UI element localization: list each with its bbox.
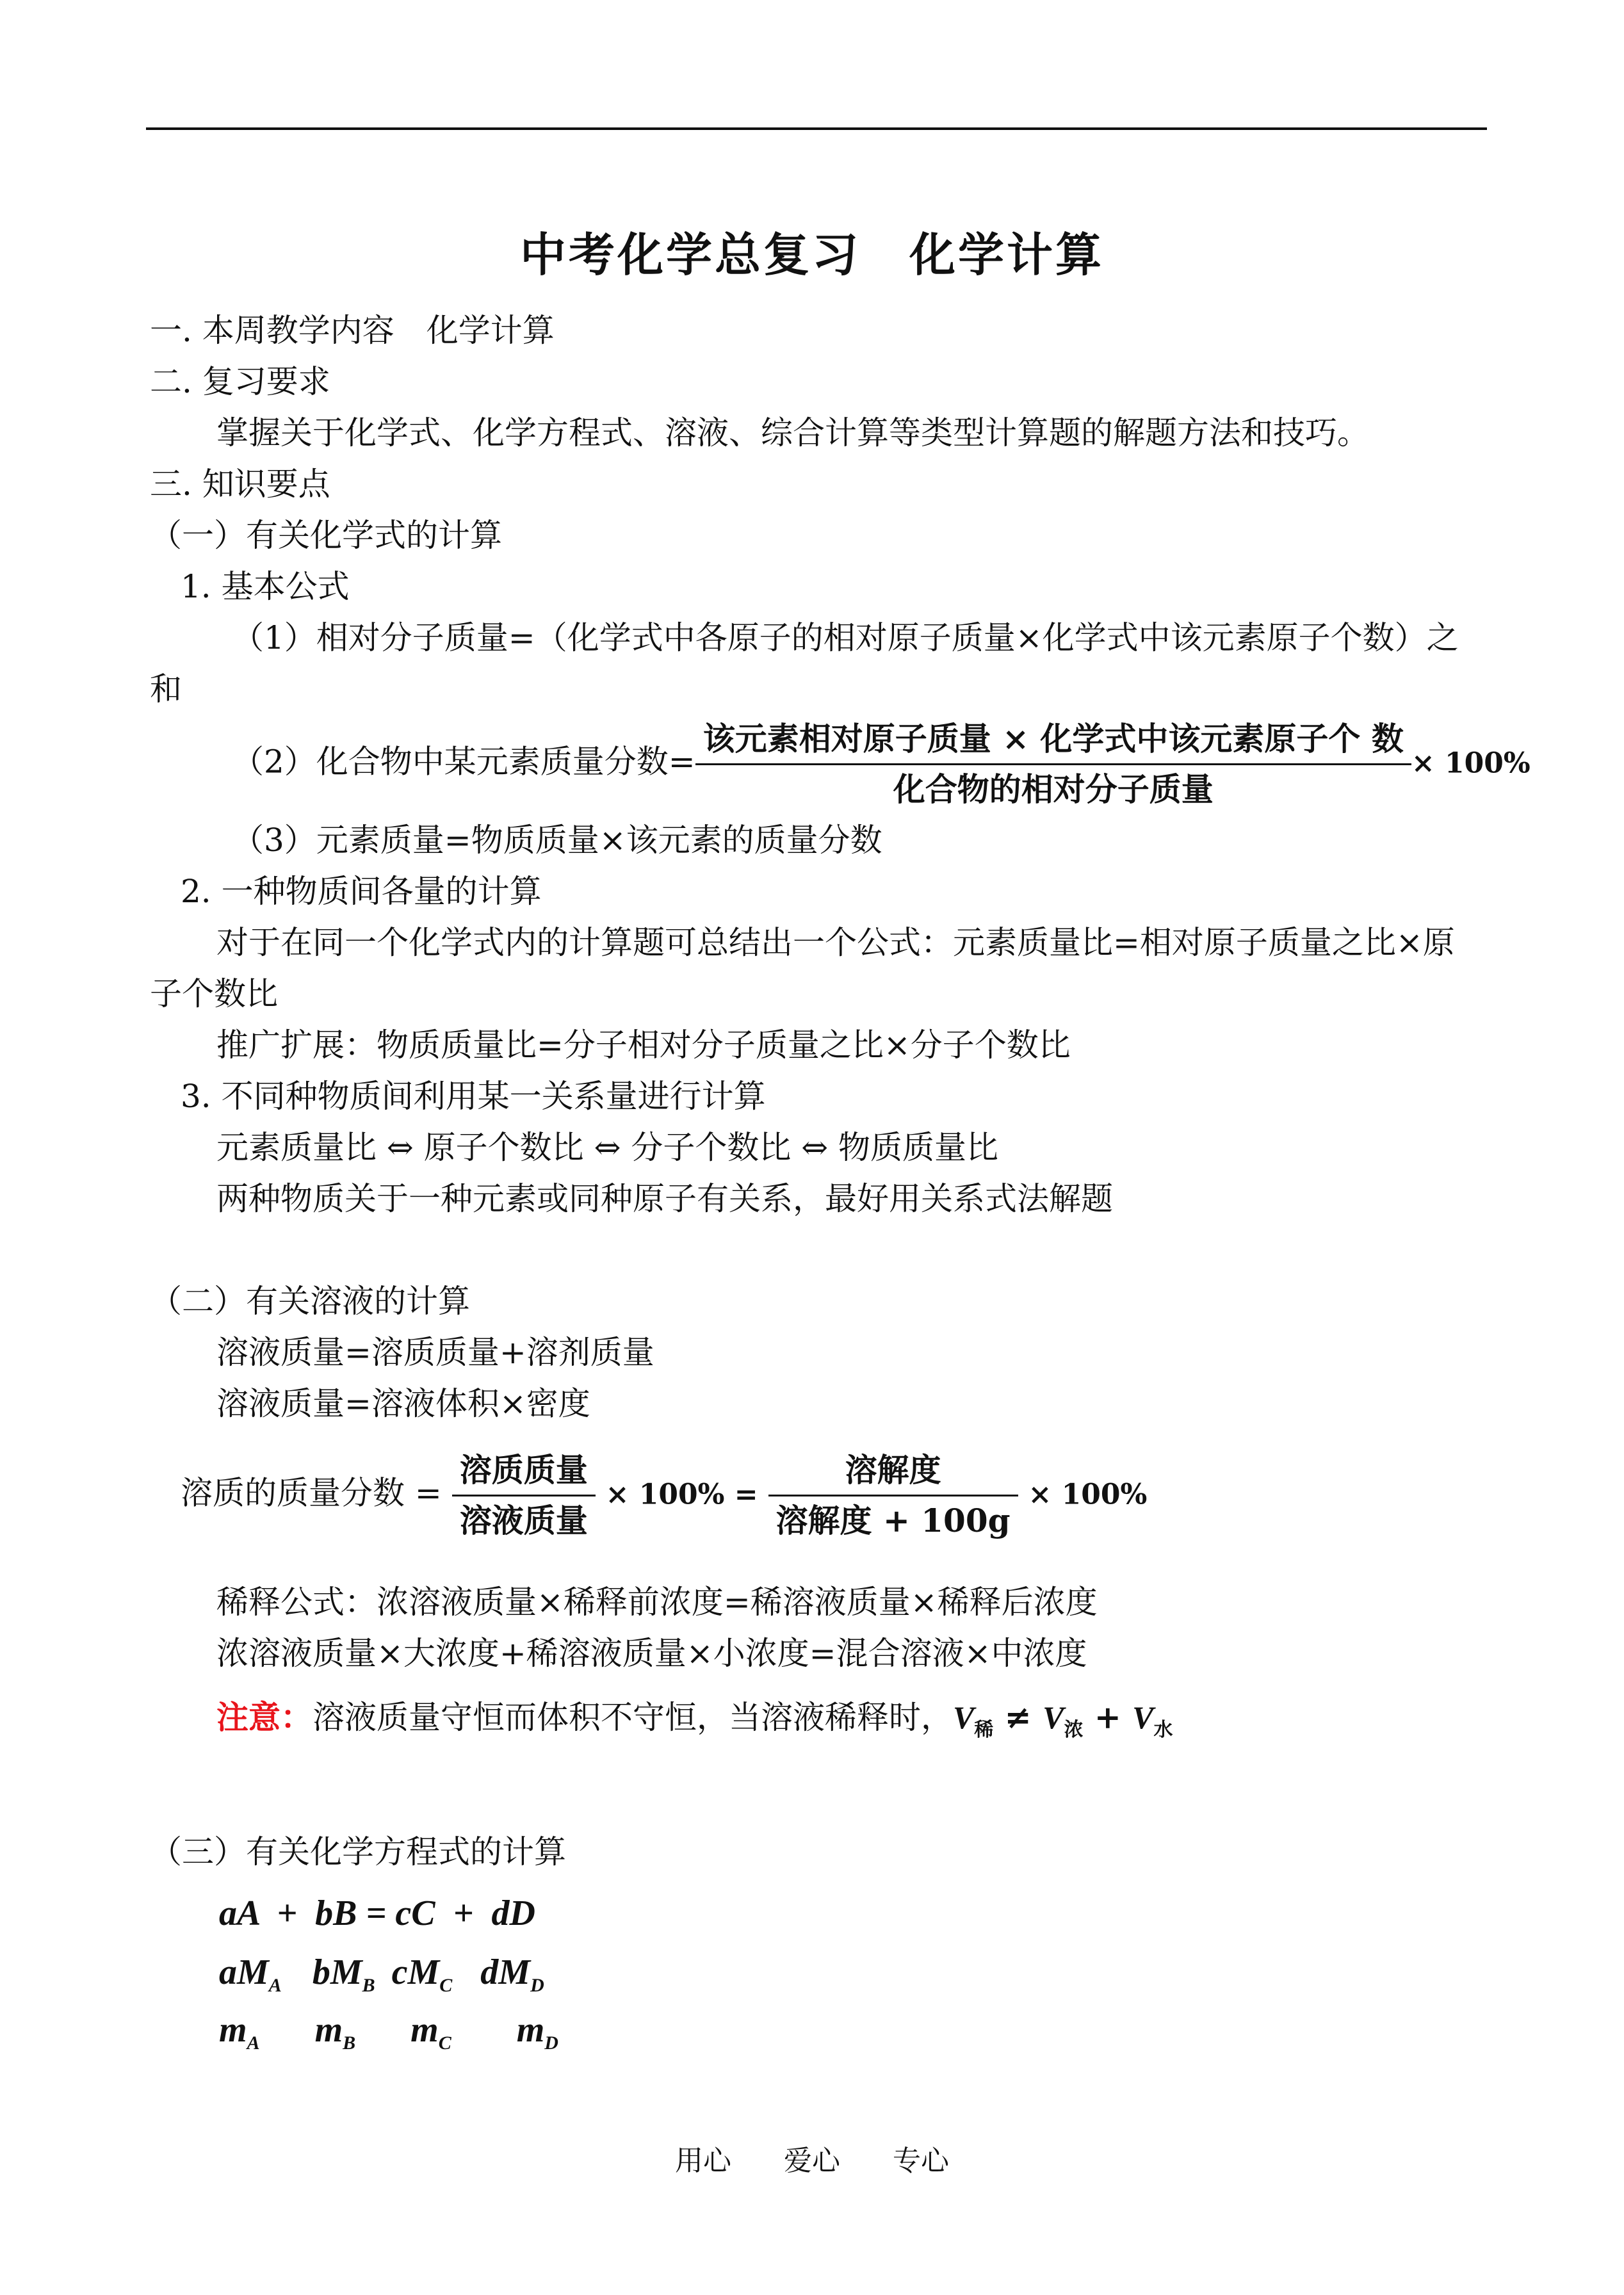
section-1: 一. 本周教学内容 化学计算 — [150, 312, 555, 349]
sub-2-line-3: 推广扩展：物质质量比=分子相对分子质量之比×分子个数比 — [216, 1026, 1071, 1064]
note-sub-conc: 浓 — [1064, 1719, 1084, 1741]
term-a-molar: $aM_A$ — [219, 1952, 282, 1996]
note-sub-water: 水 — [1153, 1719, 1173, 1741]
formula-2 — [232, 720, 1531, 809]
mass-fraction-formula — [181, 1451, 1147, 1540]
equation-line: aA + bB = cC + dD — [219, 1894, 535, 1933]
footer-word-1: 用心 — [675, 2145, 731, 2177]
note-v-dilute: V — [953, 1699, 975, 1735]
term-d-molar: $dM_D$ — [480, 1952, 544, 1996]
part-1-sub-1: 1. 基本公式 — [181, 568, 350, 605]
note-sub-dilute: 稀 — [974, 1719, 994, 1741]
page-footer — [0, 2137, 1624, 2178]
formula-1-line-2: 和 — [150, 670, 182, 708]
note-v-conc: V — [1043, 1699, 1064, 1735]
part-1-heading: （一）有关化学式的计算 — [150, 517, 502, 554]
formula-2-tail: × 100% — [1411, 747, 1531, 780]
sub-3-line-2: 两种物质关于一种元素或同种原子有关系，最好用关系式法解题 — [216, 1180, 1113, 1217]
term-b-molar: $bM_B$ — [312, 1952, 375, 1996]
fraction-2-numerator: 溶解度 — [768, 1451, 1018, 1496]
mass-fraction-fraction-1 — [452, 1451, 596, 1540]
mass-fraction-label: 溶质的质量分数 = — [181, 1474, 442, 1512]
footer-word-2: 爱心 — [784, 2145, 840, 2177]
fraction-1-denominator: 溶液质量 — [459, 1502, 588, 1539]
term-d-mass: $m_D$ — [516, 2010, 558, 2054]
section-2-body: 掌握关于化学式、化学方程式、溶液、综合计算等类型计算题的解题方法和技巧。 — [216, 414, 1369, 451]
term-c-molar: $cM_C$ — [391, 1952, 453, 1996]
sub-3-line-1: 元素质量比 ⇔ 原子个数比 ⇔ 分子个数比 ⇔ 物质质量比 — [216, 1129, 999, 1166]
mixing-formula: 浓溶液质量×大浓度+稀溶液质量×小浓度=混合溶液×中浓度 — [216, 1635, 1087, 1672]
formula-3: （3）元素质量=物质质量×该元素的质量分数 — [232, 822, 882, 859]
formula-1-line-1: （1）相对分子质量=（化学式中各原子的相对原子质量×化学式中该元素原子个数）之 — [232, 619, 1459, 656]
sub-2-line-2: 子个数比 — [150, 975, 278, 1012]
footer-word-3: 专心 — [893, 2145, 949, 2177]
mass-fraction-fraction-2 — [768, 1451, 1018, 1540]
note-neq: ≠ — [993, 1698, 1043, 1736]
formula-2-fraction — [695, 720, 1411, 809]
term-a-mass: $m_A$ — [219, 2010, 260, 2054]
part-2-heading: （二）有关溶液的计算 — [150, 1283, 470, 1320]
mass-line — [219, 2011, 558, 2063]
dilution-formula: 稀释公式：浓溶液质量×稀释前浓度=稀溶液质量×稀释后浓度 — [216, 1584, 1098, 1621]
solution-line-2: 溶液质量=溶液体积×密度 — [216, 1385, 590, 1422]
note-text: 溶液质量守恒而体积不守恒，当溶液稀释时， — [313, 1699, 953, 1736]
formula-2-denominator: 化合物的相对分子质量 — [893, 770, 1214, 808]
formula-2-label: （2）化合物中某元素质量分数= — [232, 743, 695, 781]
term-c-mass: $m_C$ — [410, 2010, 451, 2054]
formula-2-numerator: 该元素相对原子质量 × 化学式中该元素原子个 数 — [695, 720, 1411, 765]
molar-mass-line — [219, 1953, 544, 2005]
sub-2-line-1: 对于在同一个化学式内的计算题可总结出一个公式：元素质量比=相对原子质量之比×原 — [216, 924, 1455, 961]
note-label: 注意： — [216, 1698, 313, 1736]
note-plus: + — [1083, 1698, 1133, 1736]
mass-fraction-tail: × 100% — [1028, 1478, 1148, 1511]
part-3-heading: （三）有关化学方程式的计算 — [150, 1833, 566, 1870]
fraction-2-denominator: 溶解度 + 100g — [775, 1502, 1011, 1539]
part-1-sub-3: 3. 不同种物质间利用某一关系量进行计算 — [181, 1078, 766, 1115]
section-3: 三. 知识要点 — [150, 466, 330, 503]
header-rule — [146, 127, 1487, 130]
note-v-water: V — [1132, 1699, 1154, 1735]
part-1-sub-2: 2. 一种物质间各量的计算 — [181, 873, 542, 910]
solution-line-1: 溶液质量=溶质质量+溶剂质量 — [216, 1334, 654, 1371]
fraction-1-numerator: 溶质质量 — [452, 1451, 596, 1496]
section-2: 二. 复习要求 — [150, 363, 330, 400]
page-title: 中考化学总复习 化学计算 — [519, 227, 1104, 282]
note-line — [216, 1698, 1173, 1749]
mass-fraction-mid: × 100% = — [605, 1478, 758, 1511]
term-b-mass: $m_B$ — [314, 2010, 356, 2054]
